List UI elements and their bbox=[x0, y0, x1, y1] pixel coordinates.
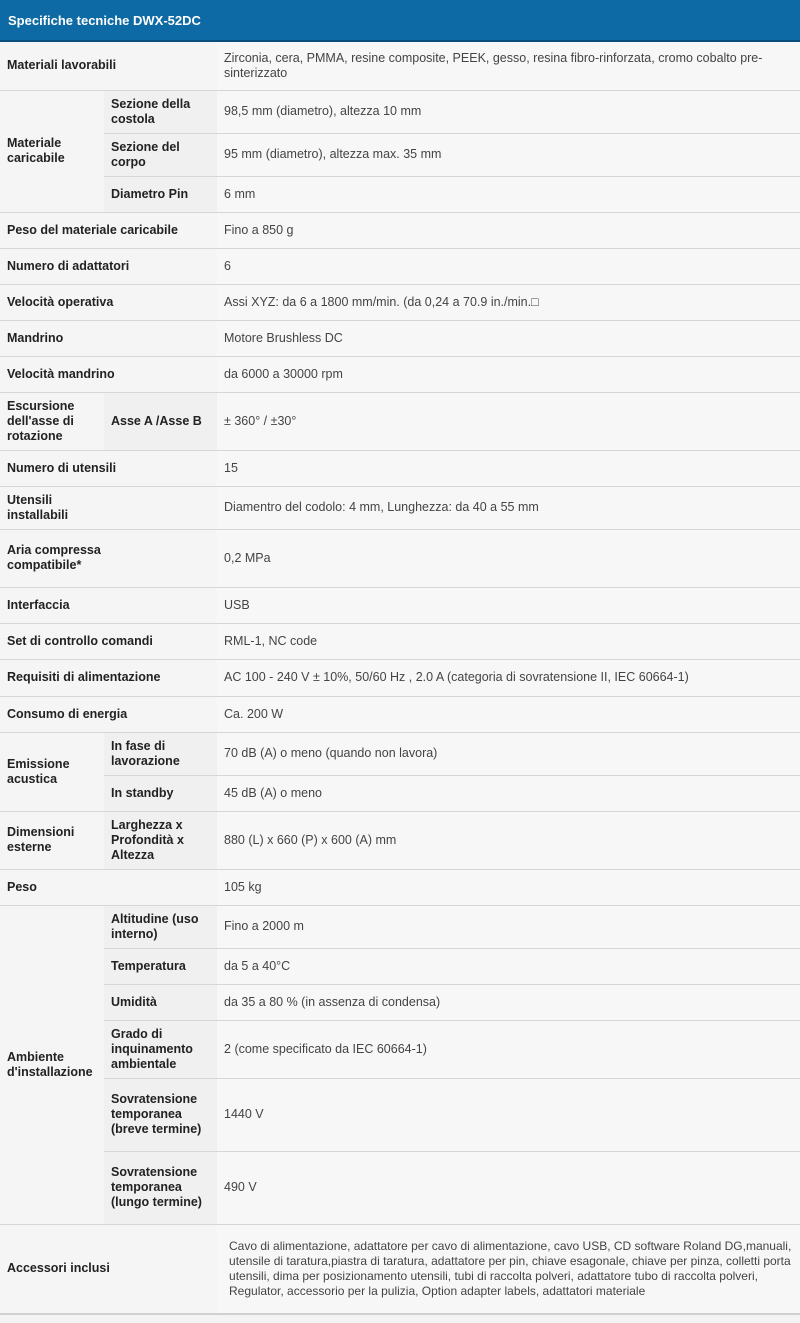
row-label: Numero di adattatori bbox=[0, 248, 217, 284]
row-value: 0,2 MPa bbox=[217, 529, 800, 587]
row-value: Diamentro del codolo: 4 mm, Lunghezza: da 40 a 55 mm bbox=[217, 486, 800, 529]
row-empty-cell bbox=[104, 529, 217, 587]
row-value: RML-1, NC code bbox=[217, 623, 800, 659]
row-value: ± 360° / ±30° bbox=[217, 392, 800, 450]
table-row bbox=[0, 1151, 800, 1224]
row-value: 15 bbox=[217, 450, 800, 486]
row-label: Interfaccia bbox=[0, 587, 217, 623]
table-row bbox=[0, 529, 800, 587]
row-label: Consumo di energia bbox=[0, 696, 217, 732]
row-empty-cell bbox=[104, 486, 217, 529]
row-value: USB bbox=[217, 587, 800, 623]
table-row bbox=[0, 587, 800, 623]
row-value: Zirconia, cera, PMMA, resine composite, PEEK, gesso, resina fibro-rinforzata, cromo cobalto pre-sinterizzato bbox=[217, 42, 800, 90]
row-label: Dimensioni esterne bbox=[0, 811, 104, 869]
row-label: Peso del materiale caricabile bbox=[0, 212, 217, 248]
table-row bbox=[0, 905, 800, 948]
row-sublabel: Sovratensione temporanea (lungo termine) bbox=[104, 1151, 217, 1224]
row-sublabel: Sezione del corpo bbox=[104, 133, 217, 176]
row-label: Mandrino bbox=[0, 320, 217, 356]
row-value: 6 bbox=[217, 248, 800, 284]
row-value: Motore Brushless DC bbox=[217, 320, 800, 356]
row-sublabel: Larghezza x Profondità x Altezza bbox=[104, 811, 217, 869]
table-row bbox=[0, 248, 800, 284]
row-label: Set di controllo comandi bbox=[0, 623, 217, 659]
row-label: Escursione dell'asse di rotazione bbox=[0, 392, 104, 450]
row-label: Requisiti di alimentazione bbox=[0, 659, 217, 696]
table-row bbox=[0, 1078, 800, 1151]
row-sublabel: Diametro Pin bbox=[104, 176, 217, 212]
table-row bbox=[0, 320, 800, 356]
row-label: Aria compressa compatibile* bbox=[0, 529, 104, 587]
table-row bbox=[0, 284, 800, 320]
table-row bbox=[0, 1224, 800, 1314]
row-value: da 5 a 40°C bbox=[217, 948, 800, 984]
row-value: Fino a 850 g bbox=[217, 212, 800, 248]
table-row bbox=[0, 176, 800, 212]
row-value: 490 V bbox=[217, 1151, 800, 1224]
table-row bbox=[0, 948, 800, 984]
row-value: Ca. 200 W bbox=[217, 696, 800, 732]
table-row bbox=[0, 775, 800, 811]
spec-title: Specifiche tecniche DWX-52DC bbox=[8, 12, 201, 28]
row-sublabel: Grado di inquinamento ambientale bbox=[104, 1020, 217, 1078]
table-row bbox=[0, 1020, 800, 1078]
spec-header bbox=[0, 0, 800, 42]
table-row bbox=[0, 732, 800, 775]
row-sublabel: Asse A /Asse B bbox=[104, 392, 217, 450]
table-row bbox=[0, 696, 800, 732]
row-sublabel: Sezione della costola bbox=[104, 90, 217, 133]
row-sublabel: Altitudine (uso interno) bbox=[104, 905, 217, 948]
table-row bbox=[0, 212, 800, 248]
row-label: Emissione acustica bbox=[0, 732, 104, 811]
row-value: Assi XYZ: da 6 a 1800 mm/min. (da 0,24 a 70.9 in./min.□ bbox=[217, 284, 800, 320]
table-row bbox=[0, 392, 800, 450]
row-value: AC 100 - 240 V ± 10%, 50/60 Hz , 2.0 A (categoria di sovratensione II, IEC 60664-1) bbox=[217, 659, 800, 696]
row-sublabel: In fase di lavorazione bbox=[104, 732, 217, 775]
row-value: Fino a 2000 m bbox=[217, 905, 800, 948]
row-sublabel: In standby bbox=[104, 775, 217, 811]
row-value: 1440 V bbox=[217, 1078, 800, 1151]
row-sublabel: Temperatura bbox=[104, 948, 217, 984]
row-value: 70 dB (A) o meno (quando non lavora) bbox=[217, 732, 800, 775]
row-sublabel: Sovratensione temporanea (breve termine) bbox=[104, 1078, 217, 1151]
row-value: da 6000 a 30000 rpm bbox=[217, 356, 800, 392]
table-row bbox=[0, 486, 800, 529]
spec-table bbox=[0, 42, 800, 1315]
row-value: 98,5 mm (diametro), altezza 10 mm bbox=[217, 90, 800, 133]
table-row bbox=[0, 356, 800, 392]
row-label: Utensili installabili bbox=[0, 486, 104, 529]
row-value: Cavo di alimentazione, adattatore per cavo di alimentazione, cavo USB, CD software Roland DG,manuali, utensile di taratura,piastra di taratura, adattatore per pin, chiave esagonale, chiave per pinza, colletti porta utensili, dima per posizionamento utensili, tubi di raccolta polveri, adattatore tubo di raccolta polveri, Regulator, accessorio per la pulizia, Option adapter labels, adattatori materiale bbox=[217, 1224, 800, 1314]
row-value: 45 dB (A) o meno bbox=[217, 775, 800, 811]
row-value: 105 kg bbox=[217, 869, 800, 905]
row-value: 880 (L) x 660 (P) x 600 (A) mm bbox=[217, 811, 800, 869]
row-value: 2 (come specificato da IEC 60664-1) bbox=[217, 1020, 800, 1078]
table-row bbox=[0, 869, 800, 905]
table-row bbox=[0, 659, 800, 696]
table-row bbox=[0, 450, 800, 486]
row-value: 95 mm (diametro), altezza max. 35 mm bbox=[217, 133, 800, 176]
table-row bbox=[0, 42, 800, 90]
row-label: Peso bbox=[0, 869, 217, 905]
table-row bbox=[0, 90, 800, 133]
row-label: Materiale caricabile bbox=[0, 90, 104, 212]
table-row bbox=[0, 984, 800, 1020]
table-row bbox=[0, 623, 800, 659]
row-label: Numero di utensili bbox=[0, 450, 217, 486]
row-sublabel: Umidità bbox=[104, 984, 217, 1020]
row-value: 6 mm bbox=[217, 176, 800, 212]
row-label: Accessori inclusi bbox=[0, 1224, 217, 1314]
row-label: Ambiente d'installazione bbox=[0, 905, 104, 1224]
table-row bbox=[0, 811, 800, 869]
row-label: Velocità mandrino bbox=[0, 356, 217, 392]
row-label: Materiali lavorabili bbox=[0, 42, 217, 90]
table-row bbox=[0, 133, 800, 176]
row-value: da 35 a 80 % (in assenza di condensa) bbox=[217, 984, 800, 1020]
row-label: Velocità operativa bbox=[0, 284, 217, 320]
